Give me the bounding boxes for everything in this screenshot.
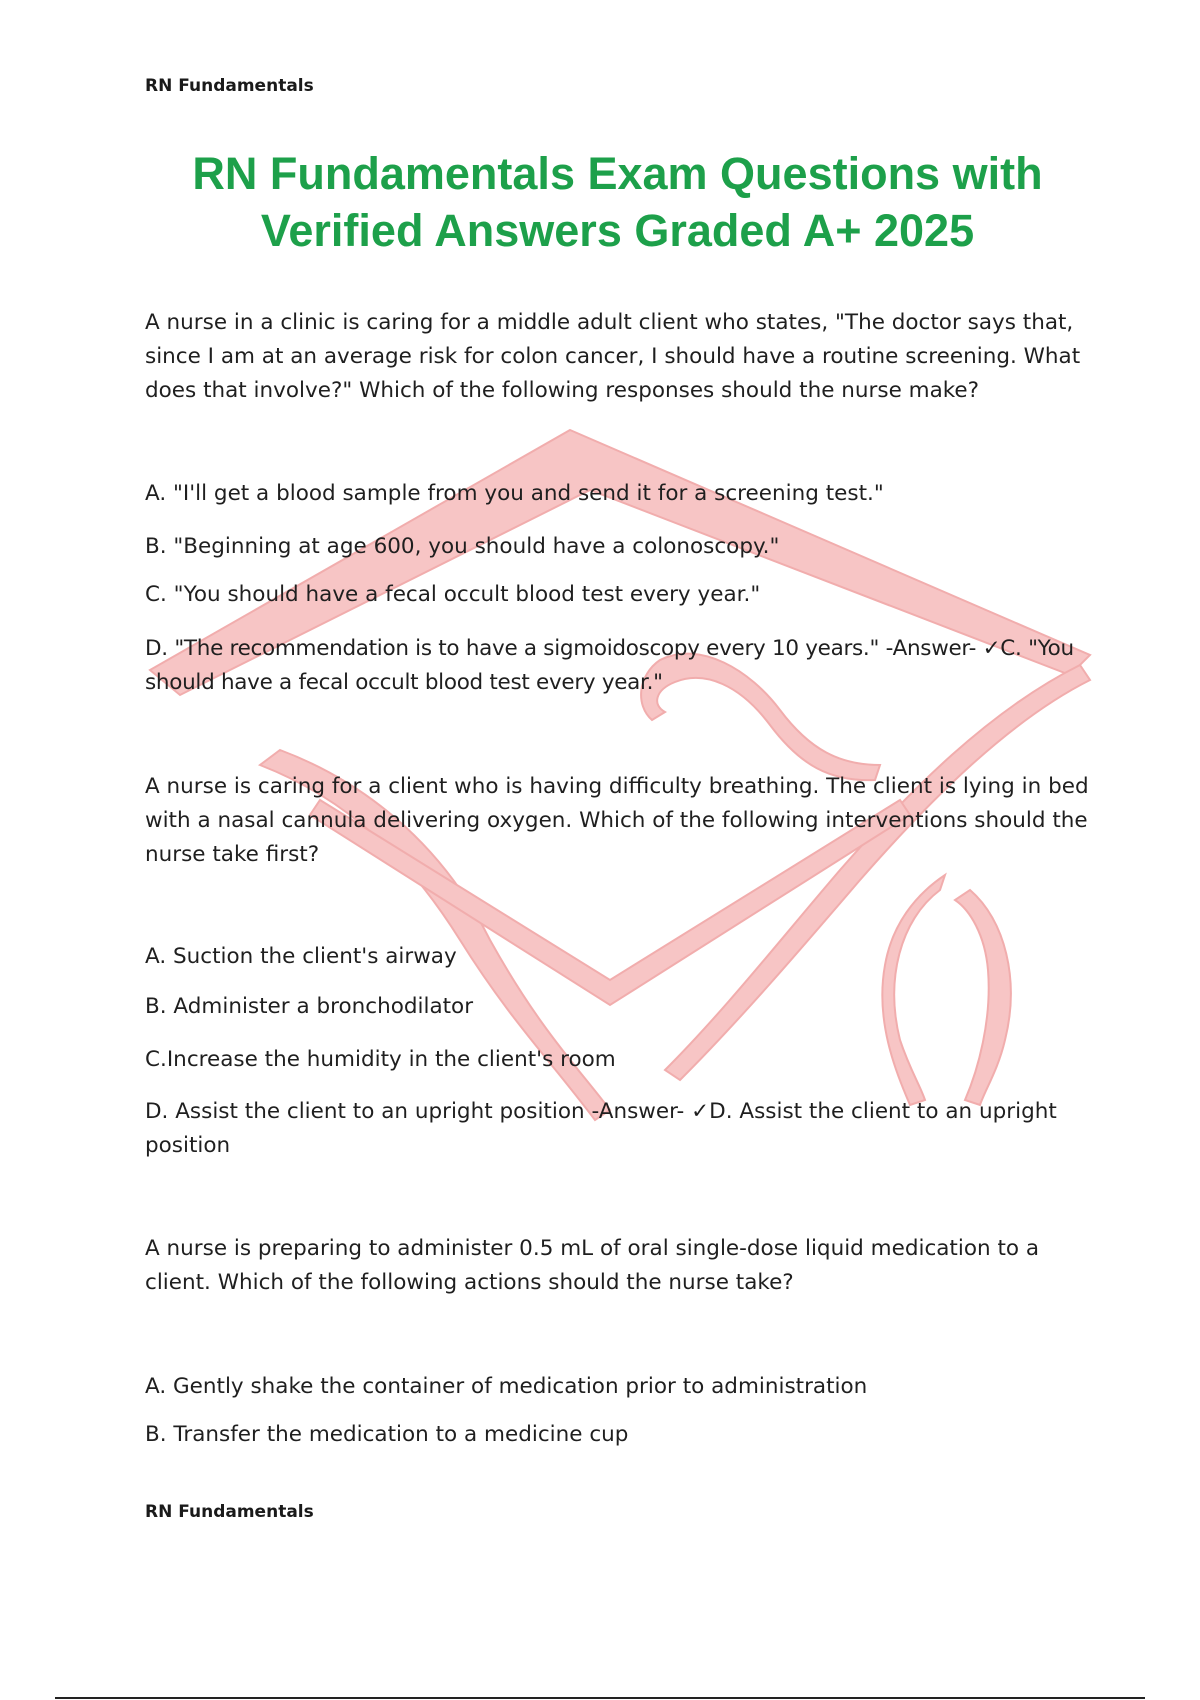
question-2-option-a: A. Suction the client's airway (145, 944, 457, 969)
question-3-option-b: B. Transfer the medication to a medicine cup (145, 1422, 629, 1447)
question-3-stem: A nurse is preparing to administer 0.5 mL of oral single-dose liquid medication to a client. Which of the following actions should the nurse take? (145, 1236, 1040, 1295)
question-1-stem: A nurse in a clinic is caring for a middle adult client who states, "The doctor says that, since I am at an average risk for colon cancer, I should have a routine screening. What does that involve?" Which of the following responses should the nurse make? (145, 310, 1081, 403)
question-1-option-d (145, 632, 1095, 700)
running-header: RN Fundamentals (145, 76, 314, 96)
question-2-stem: A nurse is caring for a client who is having difficulty breathing. The client is lying in bed with a nasal cannula delivering oxygen. Which of the following interventions should the nurse take first? (145, 774, 1089, 867)
question-2-option-d-text: D. Assist the client to an upright position -Answer- (145, 1099, 692, 1124)
title-line-2: Verified Answers Graded A+ 2025 (260, 205, 975, 256)
question-3-option-a: A. Gently shake the container of medication prior to administration (145, 1374, 868, 1399)
question-2-option-d (145, 1095, 1095, 1163)
question-1-answer: C. "You should have a fecal occult blood test every year." (145, 636, 1074, 695)
question-1-option-b: B. "Beginning at age 600, you should have a colonoscopy." (145, 534, 780, 559)
checkmark-icon: ✓ (691, 1099, 710, 1124)
checkmark-icon: ✓ (982, 636, 1001, 661)
question-2-option-c: C.Increase the humidity in the client's room (145, 1047, 616, 1072)
question-1-option-a: A. "I'll get a blood sample from you and send it for a screening test." (145, 481, 884, 506)
document-title (100, 145, 1135, 259)
question-1-option-c: C. "You should have a fecal occult blood test every year." (145, 582, 761, 607)
page-divider (55, 1697, 1145, 1699)
question-2-option-b: B. Administer a bronchodilator (145, 994, 474, 1019)
question-2-answer: D. Assist the client to an upright position (145, 1099, 1057, 1158)
question-1-option-d-text: D. "The recommendation is to have a sigmoidoscopy every 10 years." -Answer- (145, 636, 983, 661)
running-footer: RN Fundamentals (145, 1502, 314, 1522)
title-line-1: RN Fundamentals Exam Questions with (192, 148, 1043, 199)
